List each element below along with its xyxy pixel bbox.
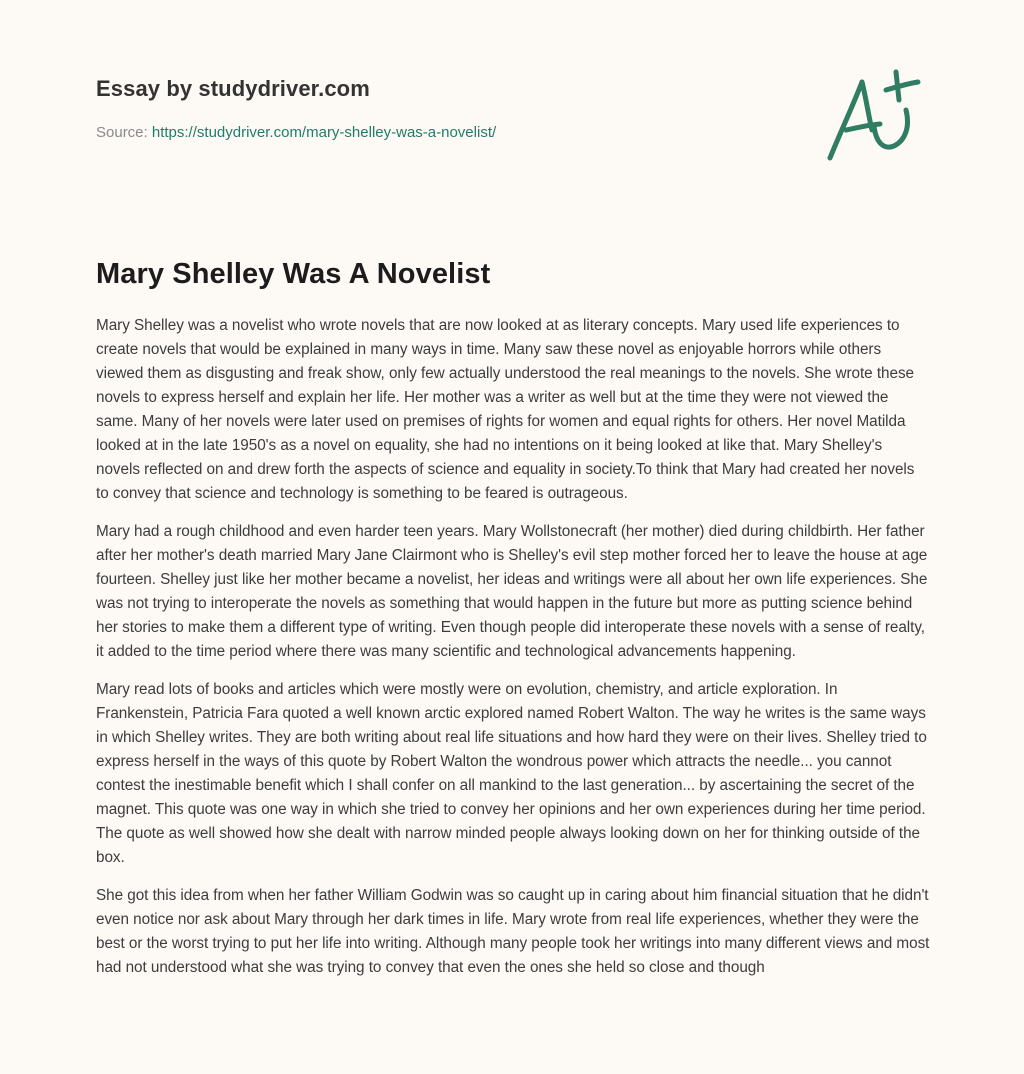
essay-paragraph: She got this idea from when her father William Godwin was so caught up in caring about him financial situation that he didn't even notice nor ask about Mary through her dark times in life. Mary wrote from real life experiences, whether they were the best or the worst trying to put her life into writing. Although many people took her writings into many different views and most had not understood what she was trying to convey that even the ones she held so close and though bbox=[96, 887, 930, 976]
a-plus-grade-icon bbox=[822, 68, 932, 168]
source-line bbox=[96, 122, 796, 144]
essay-title: Mary Shelley Was A Novelist bbox=[96, 258, 491, 290]
essay-paragraph: Mary had a rough childhood and even harder teen years. Mary Wollstonecraft (her mother) died during childbirth. Her father after her mother's death married Mary Jane Clairmont who is Shelley's evil step mother forced her to leave the house at age fourteen. Shelley just like her mother became a novelist, her ideas and writings were all about her own life experiences. She was not trying to interoperate the novels as something that would happen in the future but more as putting science behind her stories to make them a different type of writing. Even though people did interoperate these novels with a sense of realty, it added to the time period where there was many scientific and technological advancements happening. bbox=[96, 523, 928, 660]
essay-paragraph: Mary Shelley was a novelist who wrote novels that are now looked at as literary concepts. Mary used life experiences to create novels that would be explained in many ways in time. Many saw these novel as enjoyable horrors while others viewed them as disgusting and freak show, only few actually understood the real meanings to the novels. She wrote these novels to express herself and explain her life. Her mother was a writer as well but at the time they were not viewed the same. Many of her novels were later used on premises of rights for women and equal rights for others. Her novel Matilda looked at in the late 1950's as a novel on equality, she had no intentions on it being looked at like that. Mary Shelley's novels reflected on and drew forth the aspects of science and equality in society.To think that Mary had created her novels to convey that science and technology is something to be feared is outrageous. bbox=[96, 317, 915, 502]
source-link[interactable]: https://studydriver.com/mary-shelley-was-a-novelist/ bbox=[151, 124, 497, 141]
source-label: Source: bbox=[96, 124, 148, 141]
site-title: Essay by studydriver.com bbox=[96, 76, 370, 101]
essay-paragraph: Mary read lots of books and articles which were mostly were on evolution, chemistry, and article exploration. In Frankenstein, Patricia Fara quoted a well known arctic explored named Robert Walton. The way he writes is the same ways in which Shelley writes. They are both writing about real life situations and how hard they were on their lives. Shelley tried to express herself in the ways of this quote by Robert Walton the wondrous power which attracts the needle... you cannot contest the inestimable benefit which I shall confer on all mankind to the last generation... by ascertaining the secret of the magnet. This quote was one way in which she tried to convey her opinions and her own experiences during her time period. The quote as well showed how she dealt with narrow minded people always looking down on her for thinking outside of the box. bbox=[96, 681, 927, 866]
essay-body bbox=[96, 314, 930, 994]
essay-header bbox=[96, 72, 796, 144]
